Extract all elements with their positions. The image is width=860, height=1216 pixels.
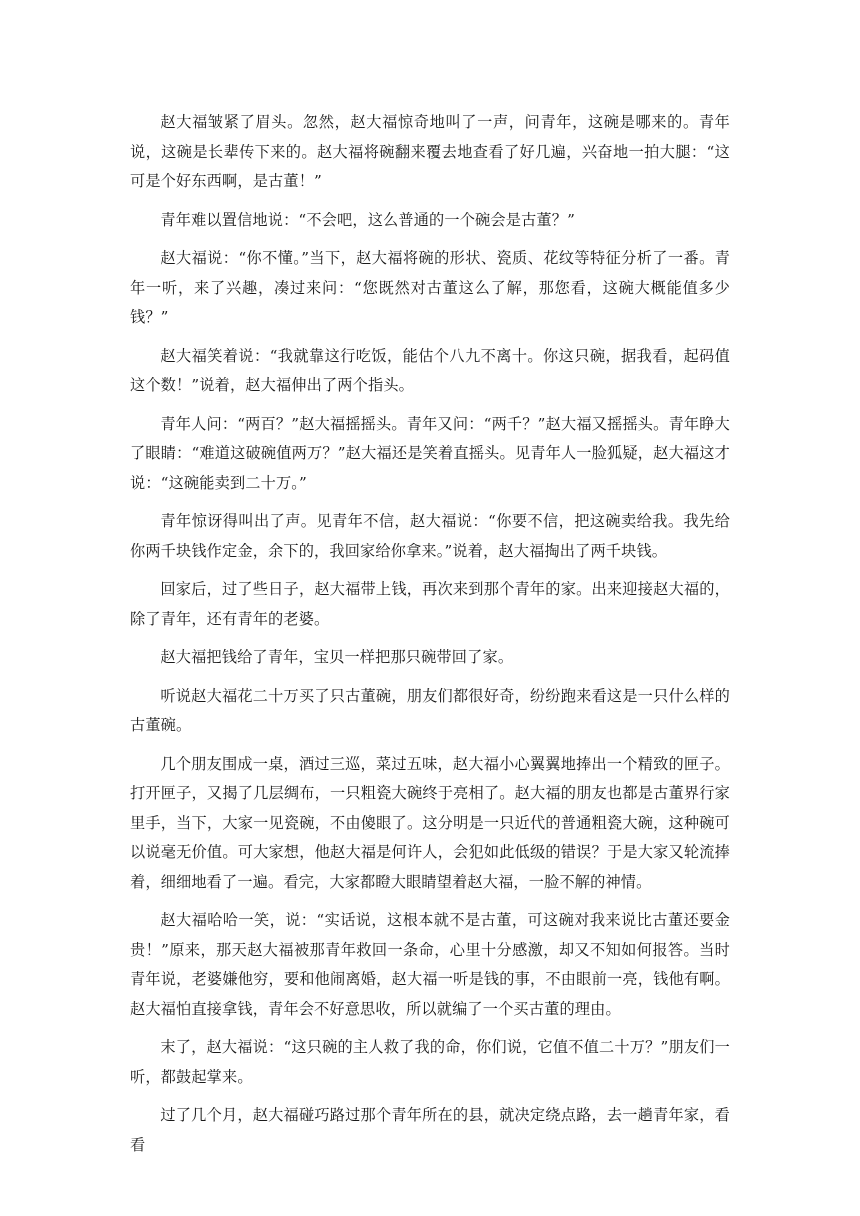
- paragraph-1: 赵大福皱紧了眉头。忽然，赵大福惊奇地叫了一声，问青年，这碗是哪来的。青年说，这碗是长辈传下来的。赵大福将碗翻来覆去地查看了好几遍，兴奋地一拍大腿：“这可是个好东西啊，是古董！”: [130, 113, 730, 190]
- paragraph-9: 听说赵大福花二十万买了只古董碗，朋友们都很好奇，纷纷跑来看这是一只什么样的古董碗。: [130, 686, 730, 734]
- paragraph-2: 青年难以置信地说：“不会吧，这么普通的一个碗会是古董？”: [160, 210, 575, 229]
- paragraph-10: 几个朋友围成一桌，酒过三巡，菜过五味，赵大福小心翼翼地捧出一个精致的匣子。打开匣子，又揭了几层绸布，一只粗瓷大碗终于亮相了。赵大福的朋友也都是古董界行家里手，当下，大家一见瓷碗，不由傻眼了。这分明是一只近代的普通粗瓷大碗，这种碗可以说毫无价值。可大家想，他赵大福是何许人，会犯如此低级的错误？于是大家又轮流捧着，细细地看了一遍。看完，大家都瞪大眼睛望着赵大福，一脸不解的神情。: [130, 754, 730, 891]
- paragraph-13: 过了几个月，赵大福碰巧路过那个青年所在的县，就决定绕点路，去一趟青年家，看看: [130, 1106, 730, 1154]
- paragraph-8: 赵大福把钱给了青年，宝贝一样把那只碗带回了家。: [160, 648, 514, 666]
- paragraph-7: 回家后，过了些日子，赵大福带上钱，再次来到那个青年的家。出来迎接赵大福的，除了青年，还有青年的老婆。: [130, 580, 730, 628]
- paragraph-3: 赵大福说：“你不懂。”当下，赵大福将碗的形状、瓷质、花纹等特征分析了一番。青年一听，来了兴趣，凑过来问：“您既然对古董这么了解，那您看，这碗大概能值多少钱？”: [130, 249, 730, 326]
- paragraph-6: 青年惊讶得叫出了声。见青年不信，赵大福说：“你要不信，把这碗卖给我。我先给你两千块钱作定金，余下的，我回家给你拿来。”说着，赵大福掏出了两千块钱。: [130, 512, 730, 560]
- paragraph-11: 赵大福哈哈一笑，说：“实话说，这根本就不是古董，可这碗对我来说比古董还要金贵！”原来，那天赵大福被那青年救回一条命，心里十分感激，却又不知如何报答。当时青年说，老婆嫌他穷，要和他闹离婚，赵大福一听是钱的事，不由眼前一亮，钱他有啊。赵大福怕直接拿钱，青年会不好意思收，所以就编了一个买古董的理由。: [130, 911, 730, 1018]
- paragraph-5: 青年人问：“两百？”赵大福摇摇头。青年又问：“两千？”赵大福又摇摇头。青年睁大了眼睛：“难道这破碗值两万？”赵大福还是笑着直摇头。见青年人一脸狐疑，赵大福这才说：“这碗能卖到二十万。”: [130, 414, 730, 492]
- paragraph-12: 末了，赵大福说：“这只碗的主人救了我的命，你们说，它值不值二十万？”朋友们一听，都鼓起掌来。: [130, 1038, 730, 1086]
- story-text-body: [130, 108, 730, 1169]
- paragraph-4: 赵大福笑着说：“我就靠这行吃饭，能估个八九不离十。你这只碗，据我看，起码值这个数！”说着，赵大福伸出了两个指头。: [130, 346, 730, 394]
